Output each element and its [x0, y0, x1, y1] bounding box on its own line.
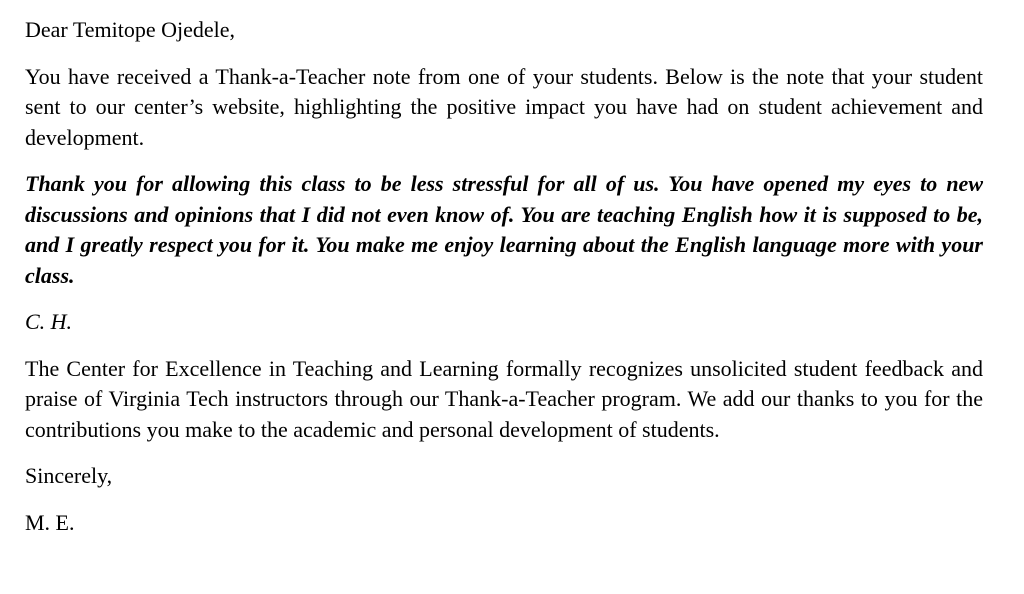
student-initials: C. H.: [25, 309, 73, 334]
recognition-paragraph: The Center for Excellence in Teaching and Learning formally recognizes unsolicited student feedback and praise of Virginia Tech instructors through our Thank-a-Teacher program. We add our thanks to you for the contributions you make to the academic and personal development of students.: [25, 355, 983, 442]
salutation: Dear Temitope Ojedele,: [25, 17, 236, 42]
signature: M. E.: [25, 509, 75, 535]
intro-paragraph: You have received a Thank-a-Teacher note from one of your students. Below is the note that your student sent to our center’s website, highlighting the positive impact you have had on student achievement and development.: [25, 63, 983, 150]
student-note: Thank you for allowing this class to be less stressful for all of us. You have opened my eyes to new discussions and opinions that I did not even know of. You are teaching English how it is supposed to be, and I greatly respect you for it. You make me enjoy learning about the English language more with your class.: [25, 171, 983, 288]
letter-body: [25, 15, 983, 554]
closing: Sincerely,: [25, 463, 113, 488]
